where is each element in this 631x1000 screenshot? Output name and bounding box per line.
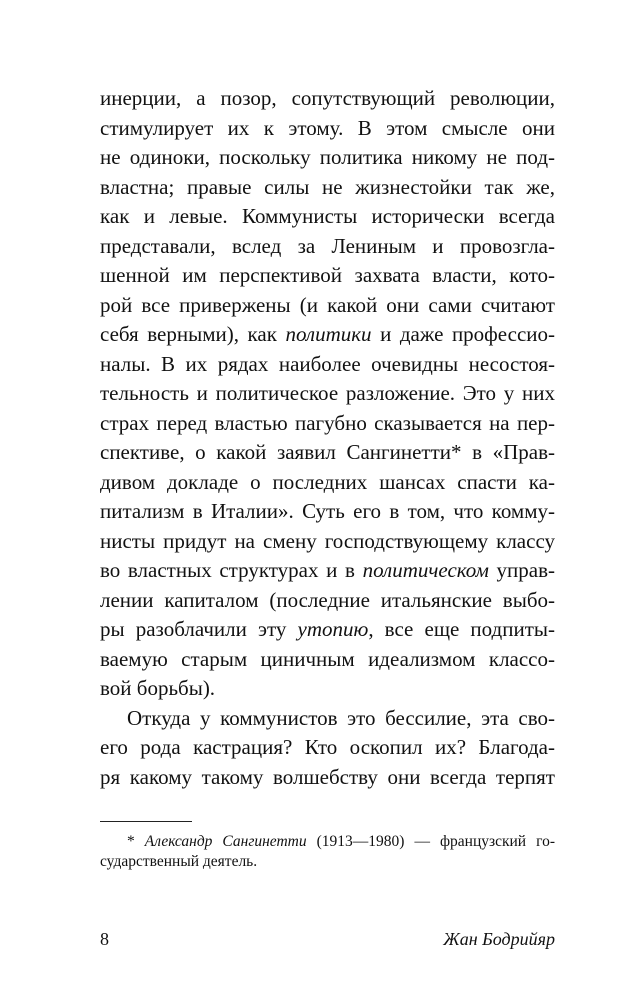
text-line: тельность и политическое разложение. Это у них bbox=[100, 381, 555, 405]
text-line: спективе, о какой заявил Сангинетти* в «Прав- bbox=[100, 440, 555, 464]
text-line: его рода кастрация? Кто оскопил их? Благода- bbox=[100, 735, 555, 759]
text-line: шенной им перспективой захвата власти, кото- bbox=[100, 263, 555, 287]
footnote-divider bbox=[100, 821, 192, 822]
text-line: не одиноки, поскольку политика никому не под- bbox=[100, 145, 555, 169]
text-line: ры разоблачили эту утопию, все еще подпиты- bbox=[100, 617, 555, 641]
footnote-line: сударственный деятель. bbox=[100, 853, 258, 870]
text-line: как и левые. Коммунисты исторически всегда bbox=[100, 204, 555, 228]
text-line: рой все привержены (и какой они сами считают bbox=[100, 292, 555, 317]
text-line: лении капиталом (последние итальянские выбо- bbox=[100, 587, 555, 612]
text-line: страх перед властью пагубно сказывается на пер- bbox=[100, 410, 555, 435]
text-line: властна; правые силы не жизнестойки так же, bbox=[100, 174, 555, 199]
footnote bbox=[100, 832, 555, 872]
text-line: налы. В их рядах наиболее очевидны несостоя- bbox=[100, 351, 555, 376]
text-line: ваемую старым циничным идеализмом классо- bbox=[100, 646, 555, 671]
running-footer-author: Жан Бодрийяр bbox=[443, 929, 555, 949]
text-line: во властных структурах и в политическом управ- bbox=[100, 558, 556, 582]
text-line: нисты придут на смену господствующему классу bbox=[100, 528, 555, 553]
footnote-marker: * bbox=[127, 833, 135, 850]
italic-emphasis: политики bbox=[285, 322, 372, 346]
text-line: инерции, а позор, сопутствующий революции, bbox=[100, 86, 555, 110]
italic-emphasis: утопию bbox=[297, 617, 369, 641]
text-line: питализм в Италии». Суть его в том, что комму- bbox=[100, 499, 555, 523]
text-line: представали, вслед за Лениным и провозгла- bbox=[100, 233, 555, 258]
body-text bbox=[100, 84, 555, 792]
text-line: Откуда у коммунистов это бессилие, эта сво- bbox=[127, 705, 555, 730]
footnote-line: * Александр Сангинетти (1913—1980) — французский го- bbox=[127, 833, 555, 850]
italic-emphasis: политическом bbox=[362, 558, 489, 582]
text-line: вой борьбы). bbox=[100, 676, 216, 700]
text-line: стимулирует их к этому. В этом смысле они bbox=[100, 115, 555, 140]
text-line: ря какому такому волшебству они всегда терпят bbox=[100, 764, 555, 789]
page-number: 8 bbox=[100, 929, 109, 949]
text-line: себя верными), как политики и даже профессио- bbox=[100, 322, 555, 346]
footnote-name: Александр Сангинетти bbox=[144, 833, 307, 850]
text-line: дивом докладе о последних шансах спасти ка- bbox=[100, 469, 555, 494]
